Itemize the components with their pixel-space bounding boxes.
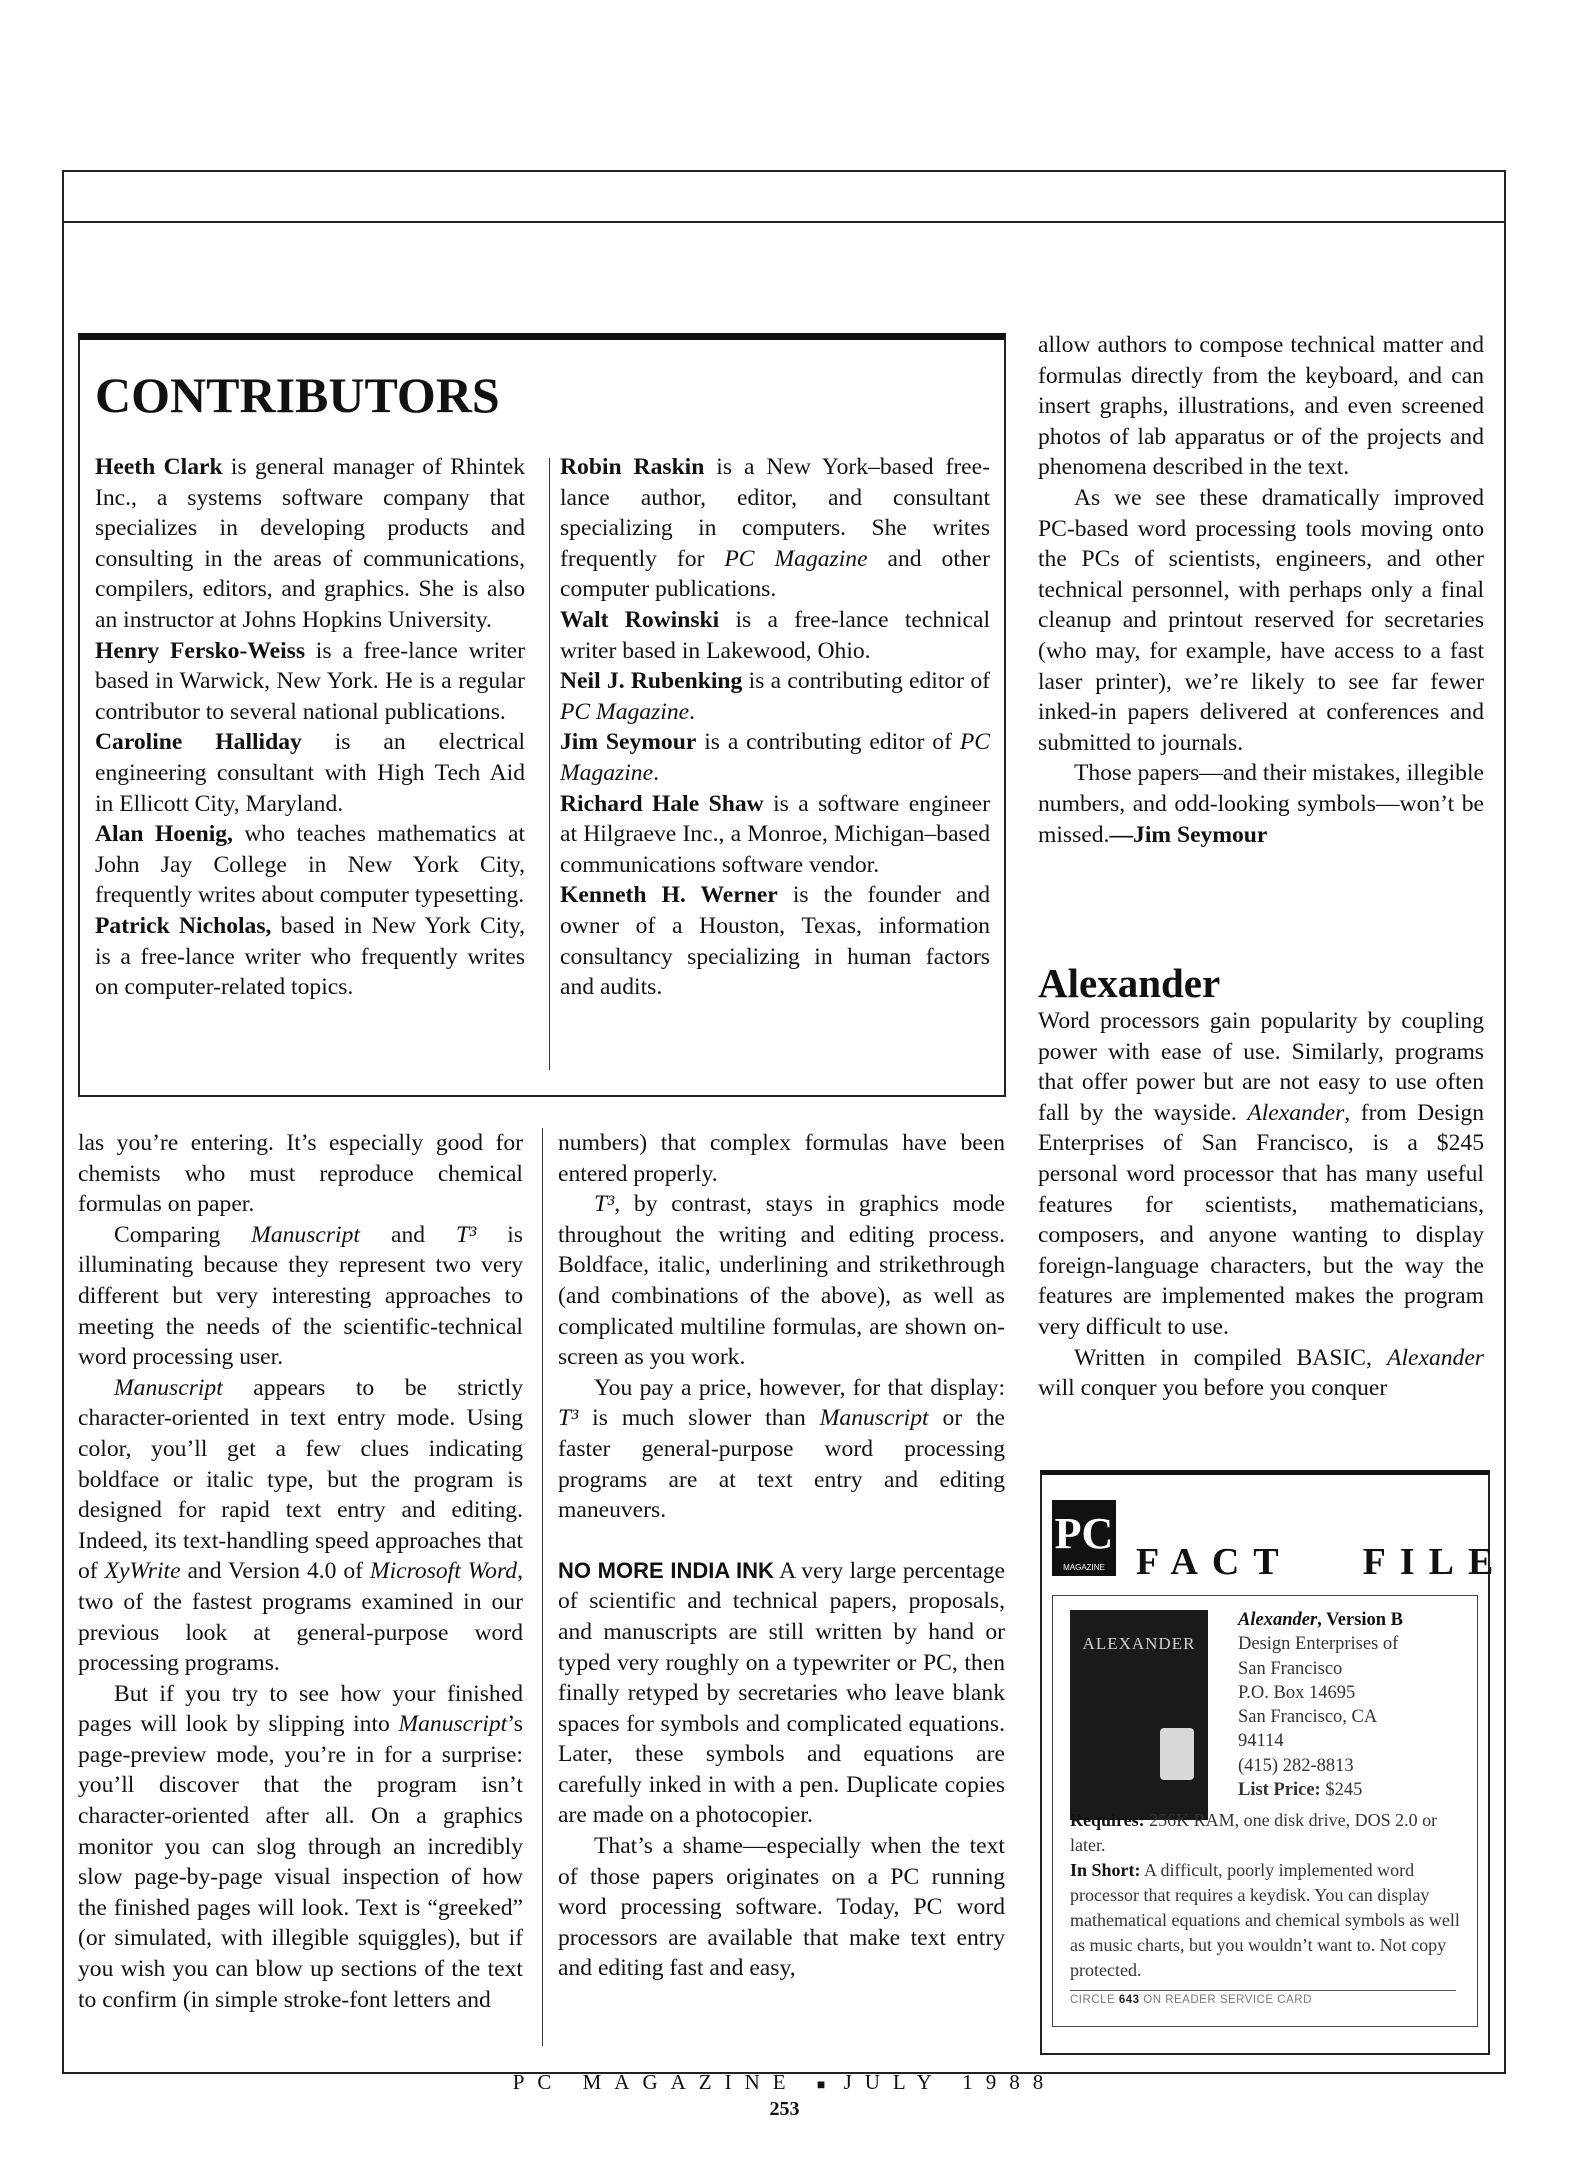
address-line: P.O. Box 14695 xyxy=(1238,1682,1356,1703)
in-short-line: In Short: A difficult, poorly implemented word processor that requires a keydisk. You can display mathematical equations and chemical symbols as well as music charts, but you wouldn’t want to. Not copy protected. xyxy=(1070,1860,1460,1980)
contributors-title: CONTRIBUTORS xyxy=(95,367,500,423)
contributor-entry: Henry Fersko-Weiss is a free-lance writer based in Warwick, New York. He is a regular contributor to several national publications. xyxy=(95,637,525,725)
logo-small-text: MAGAZINE xyxy=(1063,1563,1105,1572)
pc-magazine-logo xyxy=(1052,1500,1116,1576)
contributor-name: Henry Fersko-Weiss xyxy=(95,637,306,664)
article-column-right-top xyxy=(1038,330,1484,930)
reader-service-line: CIRCLE 643 ON READER SERVICE CARD xyxy=(1070,1990,1456,2006)
contributor-name: Kenneth H. Werner xyxy=(560,882,778,909)
paragraph: As we see these dramatically improved PC-based word processing tools moving onto the PCs of scientists, engineers, and other technical personnel, with perhaps only a final cleanup and printout reserved for secretaries (who may, for example, have access to a fast laser printer), we’re likely to see far fewer inked-in papers delivered at conferences and submitted to journals. xyxy=(1038,484,1484,756)
paragraph: T³, by contrast, stays in graphics mode throughout the writing and editing process. Boldface, italic, underlining and strikethrough (and combinations of the above), as well as complicated multiline formulas, are shown on-screen as you work. xyxy=(558,1191,1005,1371)
address-line: San Francisco xyxy=(1238,1658,1343,1679)
footer-magazine-date: PC MAGAZINE ■ JULY 1988 xyxy=(512,2070,1057,2094)
paragraph: That’s a shame—especially when the text of those papers originates on a PC running word processing software. Today, PC word processors are available that make text entry and editing fast and easy, xyxy=(558,1833,1005,1982)
paragraph: Word processors gain popularity by coupling power with ease of use. Similarly, programs that offer power but are not easy to use often fall by the wayside. Alexander, from Design Enterprises of San Francisco, is a $245 personal word processor that has many useful features for scientists, mathematicians, composers, and anyone wanting to display foreign-language characters, but the way the features are implemented makes the program very difficult to use. xyxy=(1038,1008,1484,1340)
article-column-left xyxy=(78,1128,523,2058)
paragraph: But if you try to see how your finished pages will look by slipping into Manuscript’s page-preview mode, you’re in for a surprise: you’ll discover that the program isn’t character-oriented after all. On a graphics monitor you can slog through an incredibly slow page-by-page visual inspection of how the finished pages will look. Text is “greeked” (or simulated, with illegible squiggles), but if you wish you can blow up sections of the text to confirm (in simple stroke-font letters and xyxy=(78,1680,523,2013)
paragraph: las you’re entering. It’s especially good for chemists who must reproduce chemical formulas on paper. xyxy=(78,1130,523,1218)
contributor-entry: Richard Hale Shaw is a software engineer at Hilgraeve Inc., a Monroe, Michigan–based communications software vendor. xyxy=(560,790,990,878)
contributor-entry: Patrick Nicholas, based in New York City, is a free-lance writer who frequently writes on computer-related topics. xyxy=(95,912,525,1001)
paragraph: allow authors to compose technical matter and formulas directly from the keyboard, and can insert graphs, illustrations, and even screened photos of lab apparatus or of the projects and phenomena described in the text. xyxy=(1038,332,1484,481)
contributor-name: Jim Seymour xyxy=(560,729,697,756)
contributor-name: Heeth Clark xyxy=(95,454,223,480)
product-box-emblem xyxy=(1160,1728,1194,1780)
author-signature: —Jim Seymour xyxy=(1109,821,1268,848)
contributor-entry: Alan Hoenig, who teaches mathematics at John Jay College in New York City, frequently writes about computer typesetting. xyxy=(95,821,525,909)
header-rule xyxy=(62,221,1504,223)
article-column-right-bottom xyxy=(1038,1006,1484,1446)
paragraph: Written in compiled BASIC, Alexander will conquer you before you conquer xyxy=(1038,1344,1484,1402)
contributor-entry: Robin Raskin is a New York–based free-lance author, editor, and consultant specializing in computers. She writes frequently for PC Magazine and other computer publications. xyxy=(560,454,990,603)
contributor-entry: Neil J. Rubenking is a contributing editor of PC Magazine. xyxy=(560,668,990,725)
page-number: 253 xyxy=(769,2098,800,2120)
address-line: San Francisco, CA xyxy=(1238,1707,1378,1728)
contributor-entry: Caroline Halliday is an electrical engineering consultant with High Tech Aid in Ellicott City, Maryland. xyxy=(95,729,525,817)
contributor-name: Alan Hoenig, xyxy=(95,821,233,848)
article-column-middle xyxy=(558,1128,1005,2058)
contributor-name: Richard Hale Shaw xyxy=(560,790,764,817)
contributor-name: Caroline Halliday xyxy=(95,729,302,756)
contributor-entry: Jim Seymour is a contributing editor of PC Magazine. xyxy=(560,729,990,786)
product-box-label: ALEXANDER xyxy=(1082,1634,1196,1653)
requires-line: Requires: 256K RAM, one disk drive, DOS 2.0 or later. xyxy=(1070,1810,1438,1855)
contributor-entry: Walt Rowinski is a free-lance technical writer based in Lakewood, Ohio. xyxy=(560,606,990,664)
contributor-name: Walt Rowinski xyxy=(560,606,720,633)
contributor-name: Neil J. Rubenking xyxy=(560,668,743,695)
fact-file-title: FACT FILE xyxy=(1136,1541,1508,1583)
paragraph: Those papers—and their mistakes, illegible numbers, and odd-looking symbols—won’t be missed.—Jim Seymour xyxy=(1038,760,1484,848)
list-price: List Price: $245 xyxy=(1238,1780,1363,1801)
column-rule-left xyxy=(542,1128,543,2046)
contributor-entry: Kenneth H. Werner is the founder and owner of a Houston, Texas, information consultancy specializing in human factors and audits. xyxy=(560,882,990,1001)
fact-file-details xyxy=(1070,1808,1464,1983)
contributor-name: Robin Raskin xyxy=(560,454,705,480)
product-name: Alexander, Version B xyxy=(1238,1610,1403,1630)
paragraph: You pay a price, however, for that display: T³ is much slower than Manuscript or the faster general-purpose word processing programs are at text entry and editing maneuvers. xyxy=(558,1374,1005,1524)
address-line: Design Enterprises of xyxy=(1238,1634,1399,1655)
fact-file-product-info xyxy=(1238,1608,1470,1802)
contributor-entry: Heeth Clark is general manager of Rhintek Inc., a systems software company that specializes in developing products and consulting in the areas of communications, compilers, editors, and graphics. She is also an instructor at Johns Hopkins University. xyxy=(95,454,525,633)
paragraph: numbers) that complex formulas have been entered properly. xyxy=(558,1130,1005,1187)
section-run-in-head: NO MORE INDIA INK xyxy=(558,1557,774,1583)
contributor-name: Patrick Nicholas, xyxy=(95,912,272,939)
contributors-column-2 xyxy=(560,452,990,1072)
phone-number: (415) 282-8813 xyxy=(1238,1755,1354,1776)
paragraph: NO MORE INDIA INK A very large percentage of scientific and technical papers, proposals, and manuscripts are still written by hand or typed very roughly on a typewriter or PC, then finally retyped by secretaries who leave blank spaces for symbols and complicated equations. Later, these symbols and equations are carefully inked in with a pen. Duplicate copies are made on a photocopier. xyxy=(558,1557,1005,1829)
address-line: 94114 xyxy=(1238,1731,1284,1752)
paragraph: Comparing Manuscript and T³ is illuminating because they represent two very different but very interesting approaches to meeting the needs of the scientific-technical word processing user. xyxy=(78,1221,523,1371)
paragraph: Manuscript appears to be strictly character-oriented in text entry mode. Using color, you’ll get a few clues indicating boldface or italic type, but the program is designed for rapid text entry and editing. Indeed, its text-handling speed approaches that of XyWrite and Version 4.0 of Microsoft Word, two of the fastest programs examined in our previous look at general-purpose word processing programs. xyxy=(78,1374,523,1677)
logo-letters: PC xyxy=(1054,1509,1114,1558)
alexander-heading: Alexander xyxy=(1038,960,1221,1006)
contributors-column-1 xyxy=(95,452,525,1072)
contributors-column-rule xyxy=(549,458,550,1070)
